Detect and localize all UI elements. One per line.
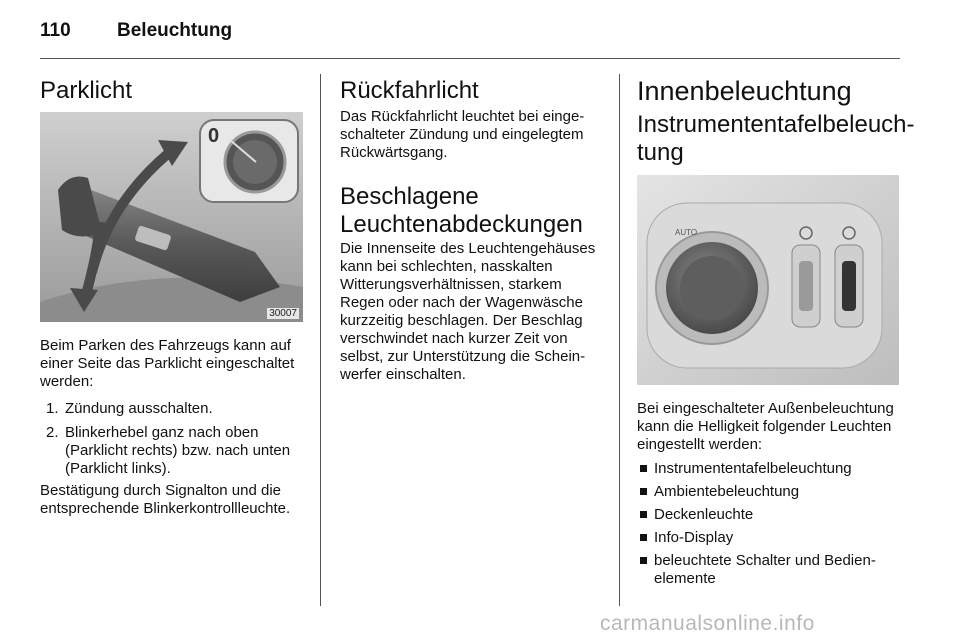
- adjustable-lights-list: [637, 460, 899, 593]
- list-item: [637, 529, 899, 547]
- lever-illustration: [40, 112, 303, 322]
- bullet-icon: [640, 488, 647, 495]
- section-heading-parklicht: Parklicht: [40, 77, 133, 104]
- bullet-icon: [640, 465, 647, 472]
- bullet-icon: [640, 557, 647, 564]
- switch-position-label: 0: [208, 125, 220, 147]
- section-heading-innenbeleuchtung: Innenbeleuchtung: [637, 76, 852, 106]
- list-item: [637, 483, 899, 501]
- bullet-icon: [640, 534, 647, 541]
- figure-turn-signal-lever: [40, 112, 303, 322]
- column-divider: [619, 74, 620, 606]
- list-item: [637, 506, 899, 524]
- parklicht-intro: Beim Parken des Fahrzeugs kann auf einer Seite das Parklicht eingeschaltet werden:: [40, 337, 295, 390]
- light-switch-illustration: [637, 175, 899, 385]
- list-item-text: Ambientebeleuchtung: [654, 483, 800, 500]
- parklicht-steps: [40, 400, 303, 484]
- header-divider: [40, 58, 900, 59]
- subheading-instrumententafel: Instrumententafelbeleuchtung: [637, 111, 915, 166]
- list-item: [637, 460, 899, 478]
- list-item: [637, 552, 899, 588]
- page-number: 110: [40, 20, 71, 41]
- innenbeleuchtung-intro: Bei eingeschalteter Außenbeleuchtung kann die Helligkeit folgender Leuchten eingestellt werden:: [637, 400, 894, 453]
- chapter-title: Beleuchtung: [117, 20, 233, 41]
- rueckfahrlicht-text: Das Rückfahrlicht leuchtet bei eingeschalteter Zündung und eingelegtem Rückwärtsgang.: [340, 108, 585, 161]
- list-item-text: Info-Display: [654, 529, 734, 546]
- parklicht-confirmation: Bestätigung durch Signalton und die entsprechende Blinkerkontrollleuchte.: [40, 482, 291, 517]
- list-item-text: beleuchtete Schalter und Bedienelemente: [654, 552, 876, 587]
- beschlagen-text: Die Innenseite des Leuchtengehäuses kann bei schlechten, nasskalten Witterungsverhältnissen, starkem Regen oder nach der Wagenwäsche kurzzeitig beschlagen. Der Beschlag verschwindet nach kurzer Zeit von selbst, zur Unterstützung die Scheinwerfer einschalten.: [340, 240, 596, 383]
- bullet-icon: [640, 511, 647, 518]
- step-number: 1.: [46, 400, 59, 417]
- step-number: 2.: [46, 424, 59, 441]
- figure-light-switch: [637, 175, 899, 385]
- list-item-text: Instrumententafelbeleuchtung: [654, 460, 852, 477]
- watermark: carmanualsonline.info: [600, 612, 815, 635]
- step-text: Zündung ausschalten.: [65, 400, 213, 417]
- step-text: Blinkerhebel ganz nach oben (Parklicht rechts) bzw. nach unten (Parklicht links).: [65, 424, 291, 477]
- list-item: [40, 400, 303, 418]
- figure-number: 30007: [269, 308, 297, 319]
- column-divider: [320, 74, 321, 606]
- list-item: [40, 424, 303, 478]
- list-item-text: Deckenleuchte: [654, 506, 754, 523]
- section-heading-rueckfahrlicht: Rückfahrlicht: [340, 77, 479, 104]
- photo-auto-label: AUTO: [675, 228, 698, 237]
- section-heading-beschlagen: Beschlagene Leuchtenabdeckungen: [340, 183, 583, 238]
